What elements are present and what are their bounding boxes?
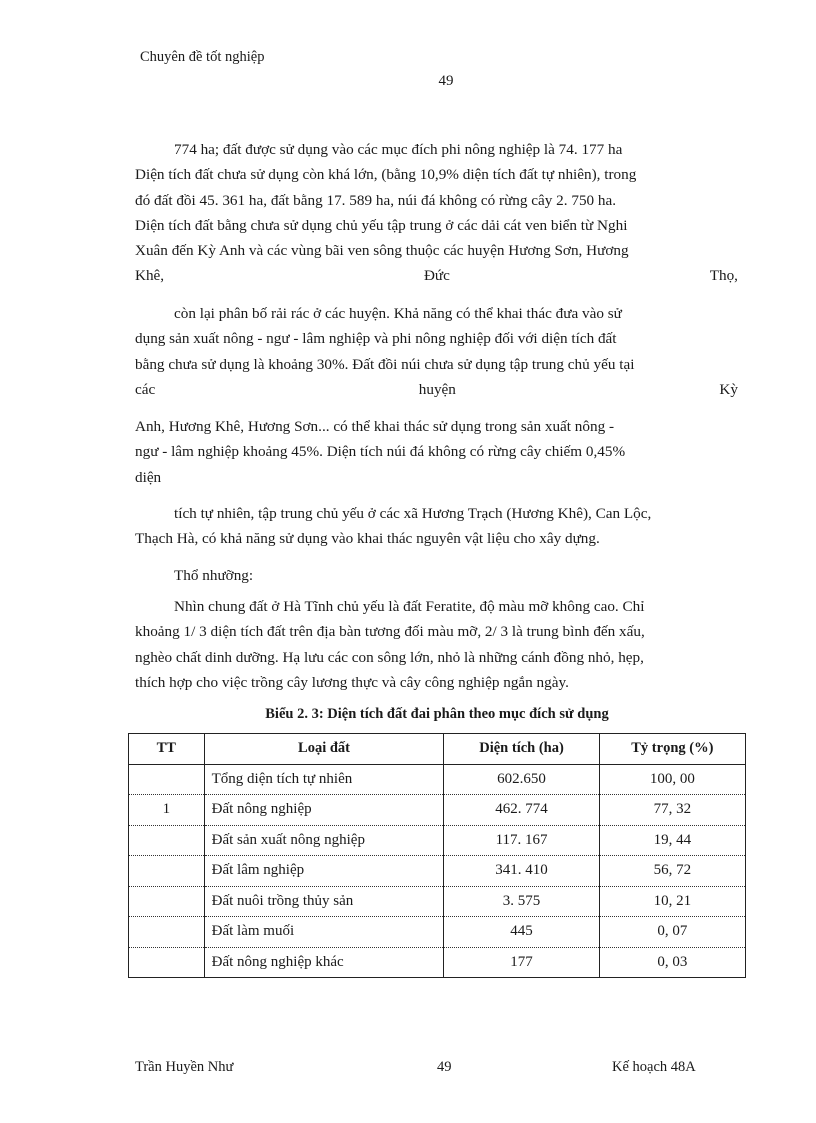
cell-tt [129, 886, 205, 917]
paragraph-line: Xuân đến Kỳ Anh và các vùng bãi ven sông thuộc các huyện Hương Sơn, Hương [135, 242, 629, 260]
cell-tt [129, 764, 205, 795]
cell-land-type: Đất nuôi trồng thủy sản [204, 886, 444, 917]
paragraph-line: còn lại phân bố rải rác ở các huyện. Khả năng có thể khai thác đưa vào sử [174, 305, 622, 322]
table-row [129, 917, 746, 948]
paragraph-line: diện [135, 468, 162, 486]
paragraph-line: dụng sản xuất nông - ngư - lâm nghiệp và phi nông nghiệp đối với diện tích đất [135, 330, 617, 348]
cell-area: 462. 774 [444, 795, 599, 826]
header-tt: TT [129, 734, 205, 765]
cell-tt [129, 947, 205, 978]
spread-word: Khê, [135, 267, 165, 285]
header-area: Diện tích (ha) [444, 734, 599, 765]
header-share: Tỷ trọng (%) [599, 734, 745, 765]
cell-area: 341. 410 [444, 856, 599, 887]
header-land-type: Loại đất [204, 734, 444, 765]
table-header-row [129, 734, 746, 765]
paragraph-1 [135, 137, 738, 289]
paragraph-4 [135, 501, 738, 552]
cell-area: 602.650 [444, 764, 599, 795]
table-row [129, 947, 746, 978]
footer-class: Kế hoạch 48A [612, 1059, 696, 1075]
spread-word: Kỳ [719, 380, 738, 398]
cell-land-type: Đất lâm nghiệp [204, 856, 444, 887]
paragraph-line [135, 263, 738, 288]
page-number-top: 49 [438, 73, 454, 89]
cell-share: 56, 72 [599, 856, 745, 887]
cell-area: 117. 167 [444, 825, 599, 856]
cell-share: 0, 07 [599, 917, 745, 948]
paragraph-line: 774 ha; đất được sử dụng vào các mục đích phi nông nghiệp là 74. 177 ha [174, 141, 623, 158]
paragraph-line: nghèo chất dinh dưỡng. Hạ lưu các con sông lớn, nhỏ là những cánh đồng nhỏ, hẹp, [135, 648, 644, 666]
cell-area: 3. 575 [444, 886, 599, 917]
cell-share: 77, 32 [599, 795, 745, 826]
land-use-table [128, 733, 746, 978]
spread-word: Đức [423, 267, 450, 285]
cell-land-type: Đất nông nghiệp [204, 795, 444, 826]
paragraph-5 [135, 594, 738, 695]
header-title: Chuyên đề tốt nghiệp [140, 49, 265, 65]
cell-land-type: Đất làm muối [204, 917, 444, 948]
table-row [129, 856, 746, 887]
paragraph-line: bằng chưa sử dụng là khoảng 30%. Đất đồi núi chưa sử dụng tập trung chủ yếu tại [135, 355, 635, 373]
spread-word: huyện [418, 380, 456, 398]
spread-word: Thọ, [709, 267, 738, 285]
table-row [129, 886, 746, 917]
table-caption: Biểu 2. 3: Diện tích đất đai phân theo mục đích sử dụng [265, 706, 609, 722]
cell-share: 10, 21 [599, 886, 745, 917]
cell-share: 19, 44 [599, 825, 745, 856]
paragraph-line: Diện tích đất chưa sử dụng còn khá lớn, (bằng 10,9% diện tích đất tự nhiên), trong [135, 166, 637, 184]
cell-land-type: Đất nông nghiệp khác [204, 947, 444, 978]
paragraph-line: đó đất đồi 45. 361 ha, đất bằng 17. 589 ha, núi đá không có rừng cây 2. 750 ha. [135, 191, 617, 209]
table-row [129, 764, 746, 795]
cell-area: 177 [444, 947, 599, 978]
cell-share: 100, 00 [599, 764, 745, 795]
spread-word: các [135, 380, 156, 398]
cell-tt [129, 856, 205, 887]
paragraph-line: ngư - lâm nghiệp khoảng 45%. Diện tích núi đá không có rừng cây chiếm 0,45% [135, 443, 626, 461]
table-row [129, 825, 746, 856]
cell-land-type: Tổng diện tích tự nhiên [204, 764, 444, 795]
cell-area: 445 [444, 917, 599, 948]
paragraph-3 [135, 414, 738, 490]
cell-land-type: Đất sản xuất nông nghiệp [204, 825, 444, 856]
footer-author: Trần Huyền Như [135, 1059, 234, 1075]
paragraph-line: thích hợp cho việc trồng cây lương thực và cây công nghiệp ngắn ngày. [135, 673, 569, 691]
cell-tt [129, 825, 205, 856]
paragraph-line: Nhìn chung đất ở Hà Tĩnh chủ yếu là đất Feratite, độ màu mỡ không cao. Chỉ [174, 598, 645, 615]
paragraph-line [135, 377, 738, 402]
paragraph-line: Diện tích đất bằng chưa sử dụng chủ yếu tập trung ở các dải cát ven biển từ Nghi [135, 216, 628, 234]
cell-share: 0, 03 [599, 947, 745, 978]
subheading-soil: Thổ nhưỡng: [174, 567, 254, 584]
cell-tt: 1 [129, 795, 205, 826]
cell-tt [129, 917, 205, 948]
paragraph-line: Thạch Hà, có khả năng sử dụng vào khai thác nguyên vật liệu cho xây dựng. [135, 530, 600, 548]
paragraph-line: Anh, Hương Khê, Hương Sơn... có thể khai thác sử dụng trong sản xuất nông - [135, 418, 615, 435]
footer-page-number: 49 [437, 1059, 452, 1075]
paragraph-line: khoảng 1/ 3 diện tích đất trên địa bàn tương đối màu mỡ, 2/ 3 là trung bình đến xấu, [135, 623, 645, 641]
table-row [129, 795, 746, 826]
paragraph-2 [135, 301, 738, 402]
paragraph-line: tích tự nhiên, tập trung chủ yếu ở các xã Hương Trạch (Hương Khê), Can Lộc, [174, 505, 652, 522]
